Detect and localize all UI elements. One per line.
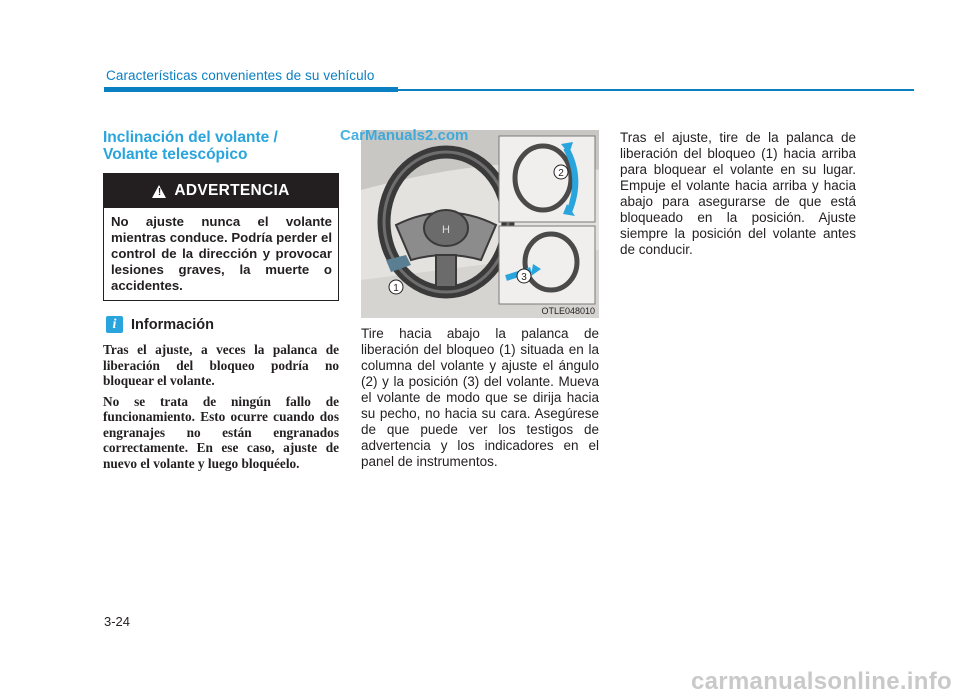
info-title: Información [131, 316, 214, 333]
column3-text: Tras el ajuste, tire de la palanca de liberación del bloqueo (1) hacia arriba para bloquear el volante en su lugar. Empuje el volante hacia arriba y hacia abajo para asegurarse de que está bloqueado en la posición. Ajuste siempre la posición del volante antes de conducir. [620, 130, 856, 257]
svg-text:1: 1 [393, 283, 399, 294]
page-number: 3-24 [104, 614, 131, 629]
svg-text:H: H [442, 224, 450, 236]
warning-triangle-icon: ! [152, 185, 166, 198]
steering-wheel-figure [361, 130, 599, 318]
svg-text:2: 2 [558, 168, 564, 179]
info-header [106, 316, 214, 333]
warning-text: No ajuste nunca el volante mientras conduce. Podría perder el control de la dirección y provocar lesiones graves, la muerte o accidentes. [111, 214, 332, 293]
watermark-top: CarManuals2.com [340, 127, 469, 144]
svg-text:3: 3 [521, 272, 527, 283]
steering-wheel-illustration [361, 130, 599, 318]
inset-angle [499, 136, 595, 222]
warning-box [103, 173, 339, 301]
section-heading: Inclinación del volante / Volante telescópico [103, 129, 278, 163]
watermark-bottom: carmanualsonline.info [690, 668, 952, 695]
figure-code: OTLE048010 [541, 306, 595, 316]
info-paragraph: No se trata de ningún fallo de funcionamiento. Esto ocurre cuando dos engranajes no están engranados correctamente. En ese caso, ajuste de nuevo el volante y luego bloquéelo. [103, 393, 339, 471]
warning-header [104, 174, 338, 208]
inset-position [499, 226, 595, 304]
warning-title: ADVERTENCIA [174, 182, 290, 199]
info-paragraph: Tras el ajuste, a veces la palanca de liberación del bloqueo podría no bloquear el volante. [103, 342, 339, 388]
info-icon: i [106, 316, 123, 333]
info-body [103, 342, 339, 476]
header-title: Características convenientes de su vehículo [106, 68, 375, 83]
header-rule [104, 89, 914, 91]
column2-text: Tire hacia abajo la palanca de liberación del bloqueo (1) situada en la columna del volante y ajuste el ángulo (2) y la posición (3) del volante. Mueva el volante de modo que se dirija hacia su pecho, no hacia su cara. Asegúrese de que puede ver los testigos de advertencia y los indicadores en el panel de instrumentos. [361, 326, 599, 469]
